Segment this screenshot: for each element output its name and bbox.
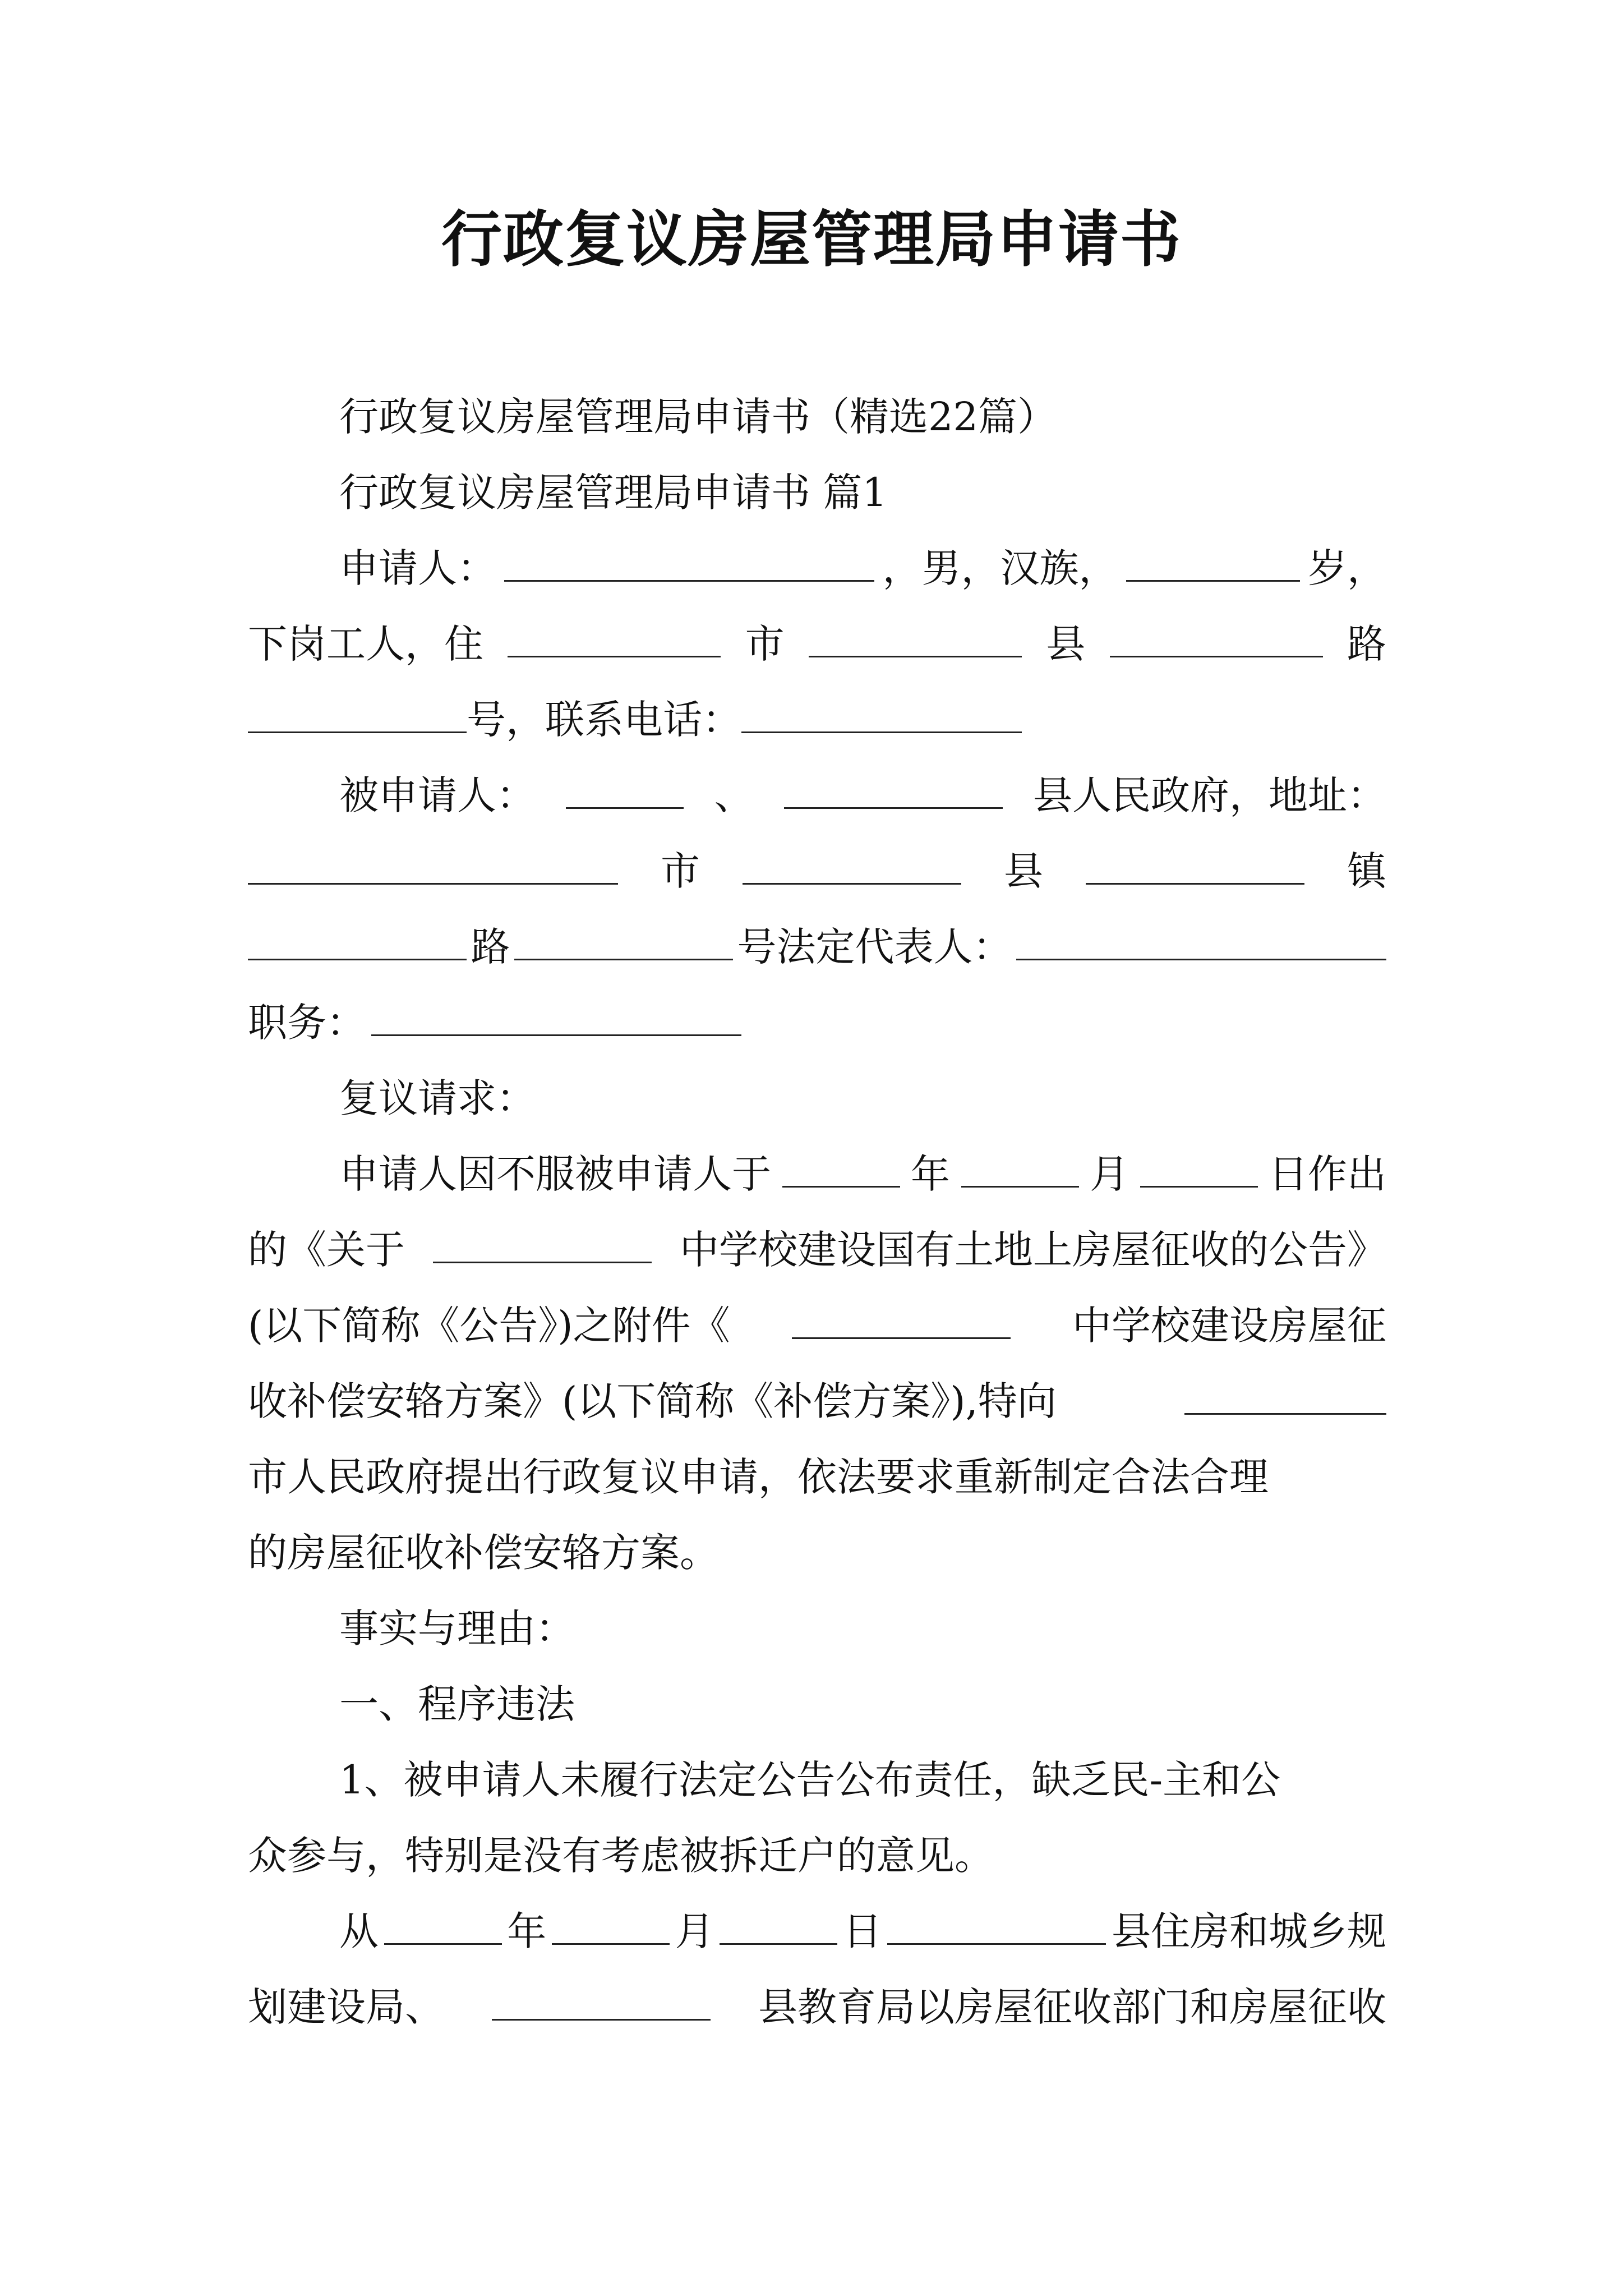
from-day: 日 [842, 1908, 882, 1954]
from-month: 月 [675, 1908, 714, 1954]
applicant-city: 市 [745, 621, 785, 667]
piece-heading-line [339, 466, 1386, 519]
applicant-line-1 [339, 541, 1386, 595]
section-one-line [339, 1677, 1386, 1731]
request-line-3 [248, 1299, 1386, 1352]
request-year-blank [782, 1151, 900, 1188]
applicant-number-blank [248, 697, 467, 733]
applicant-city-blank [508, 621, 721, 657]
applicant-age-blank [1126, 545, 1300, 582]
point-one-line-2 [248, 1829, 1386, 1883]
request-month: 月 [1090, 1151, 1129, 1197]
respondent-name-blank [566, 772, 684, 809]
respondent-city: 市 [661, 848, 700, 894]
request-l3-a: (以下简称《公告》)之附件《 [248, 1303, 730, 1349]
point-one-line-1 [339, 1753, 1386, 1807]
respondent-line-1 [339, 769, 1386, 822]
request-l6: 的房屋征收补偿安辂方案。 [248, 1530, 719, 1576]
point-one-l1: 1、被申请人未履行法定公告公布责任，缺乏民-主和公 [339, 1757, 1281, 1803]
piece-heading-text: 行政复议房屋管理局申请书 篇1 [339, 470, 887, 516]
subtitle-text: 行政复议房屋管理局申请书（精选22篇） [339, 394, 1057, 440]
facts-heading-line [339, 1602, 1386, 1655]
from-l1-b: 县住房和城乡规 [1112, 1908, 1386, 1954]
applicant-road-blank [1110, 621, 1323, 657]
from-line-1 [339, 1904, 1386, 1958]
request-l1-a: 申请人因不服被申请人于 [339, 1151, 771, 1197]
request-line-5 [248, 1450, 1386, 1504]
document-title: 行政复议房屋管理局申请书 [441, 204, 1182, 275]
respondent-line-3 [248, 920, 1386, 974]
respondent-rep-blank [1016, 924, 1386, 960]
applicant-label: 申请人： [339, 545, 496, 591]
from-l2-a: 划建设局、 [248, 1984, 444, 2030]
respondent-position: 职务： [248, 1000, 366, 1046]
from-line-2 [248, 1980, 1386, 2034]
applicant-gender: ，男，汉族， [882, 545, 1118, 591]
applicant-county: 县 [1046, 621, 1086, 667]
respondent-addr-blank [248, 848, 618, 885]
respondent-line-4 [248, 996, 1386, 1050]
request-school2-blank [792, 1303, 1011, 1339]
facts-heading: 事实与理由： [339, 1605, 575, 1651]
request-day-blank [1140, 1151, 1258, 1188]
applicant-name-blank [504, 545, 874, 582]
from-county2-blank [492, 1984, 711, 2021]
applicant-age: 岁， [1308, 545, 1386, 591]
request-l5: 市人民政府提出行政复议申请，依法要求重新制定合法合理 [248, 1454, 1269, 1500]
request-line-1 [339, 1147, 1386, 1201]
applicant-phone-blank [741, 697, 1022, 733]
request-month-blank [961, 1151, 1079, 1188]
applicant-phone-label: 号，联系电话： [467, 697, 741, 743]
point-one-l2: 众参与，特别是没有考虑被拆迁户的意见。 [248, 1833, 994, 1879]
respondent-gov-blank [784, 772, 1003, 809]
from-county-blank [887, 1908, 1106, 1945]
request-city-blank [1184, 1378, 1386, 1415]
from-day-blank [720, 1908, 837, 1945]
respondent-number-blank [514, 924, 733, 960]
respondent-line-2 [248, 844, 1386, 898]
request-heading: 复议请求： [339, 1075, 536, 1121]
request-l4: 收补偿安辂方案》(以下简称《补偿方案》),特向 [248, 1378, 1057, 1424]
applicant-line-2 [248, 617, 1386, 671]
applicant-county-blank [809, 621, 1022, 657]
request-year: 年 [911, 1151, 950, 1197]
subtitle-line [339, 390, 1386, 444]
request-line-2 [248, 1223, 1386, 1277]
respondent-town-road-blank [248, 924, 467, 960]
respondent-label: 被申请人： [339, 772, 536, 818]
respondent-sep: 、 [714, 772, 754, 818]
respondent-gov-address: 县人民政府，地址： [1033, 772, 1386, 818]
applicant-occupation: 下岗工人，住 [248, 621, 483, 667]
request-l3-b: 中学校建设房屋征 [1072, 1303, 1386, 1349]
respondent-position-blank [371, 1000, 741, 1036]
applicant-road: 路 [1347, 621, 1386, 667]
respondent-rep: 号法定代表人： [737, 924, 1012, 970]
from-l1-a: 从 [339, 1908, 379, 1954]
request-school-blank [433, 1227, 652, 1263]
respondent-town-blank [1086, 848, 1304, 885]
from-month-blank [552, 1908, 670, 1945]
request-line-4 [248, 1374, 1386, 1428]
from-year: 年 [507, 1908, 547, 1954]
request-line-6 [248, 1526, 1386, 1580]
respondent-town: 镇 [1347, 848, 1386, 894]
request-heading-line [339, 1071, 1386, 1125]
from-year-blank [384, 1908, 502, 1945]
request-day: 日作出 [1269, 1151, 1386, 1197]
request-l2-b: 中学校建设国有土地上房屋征收的公告》 [680, 1227, 1386, 1273]
section-one: 一、程序违法 [339, 1681, 575, 1727]
from-l2-b: 县教育局以房屋征收部门和房屋征收 [758, 1984, 1386, 2030]
request-l2-a: 的《关于 [248, 1227, 405, 1273]
respondent-county: 县 [1004, 848, 1043, 894]
respondent-road: 路 [471, 924, 510, 970]
respondent-county-blank [743, 848, 961, 885]
applicant-line-3 [248, 693, 1386, 747]
